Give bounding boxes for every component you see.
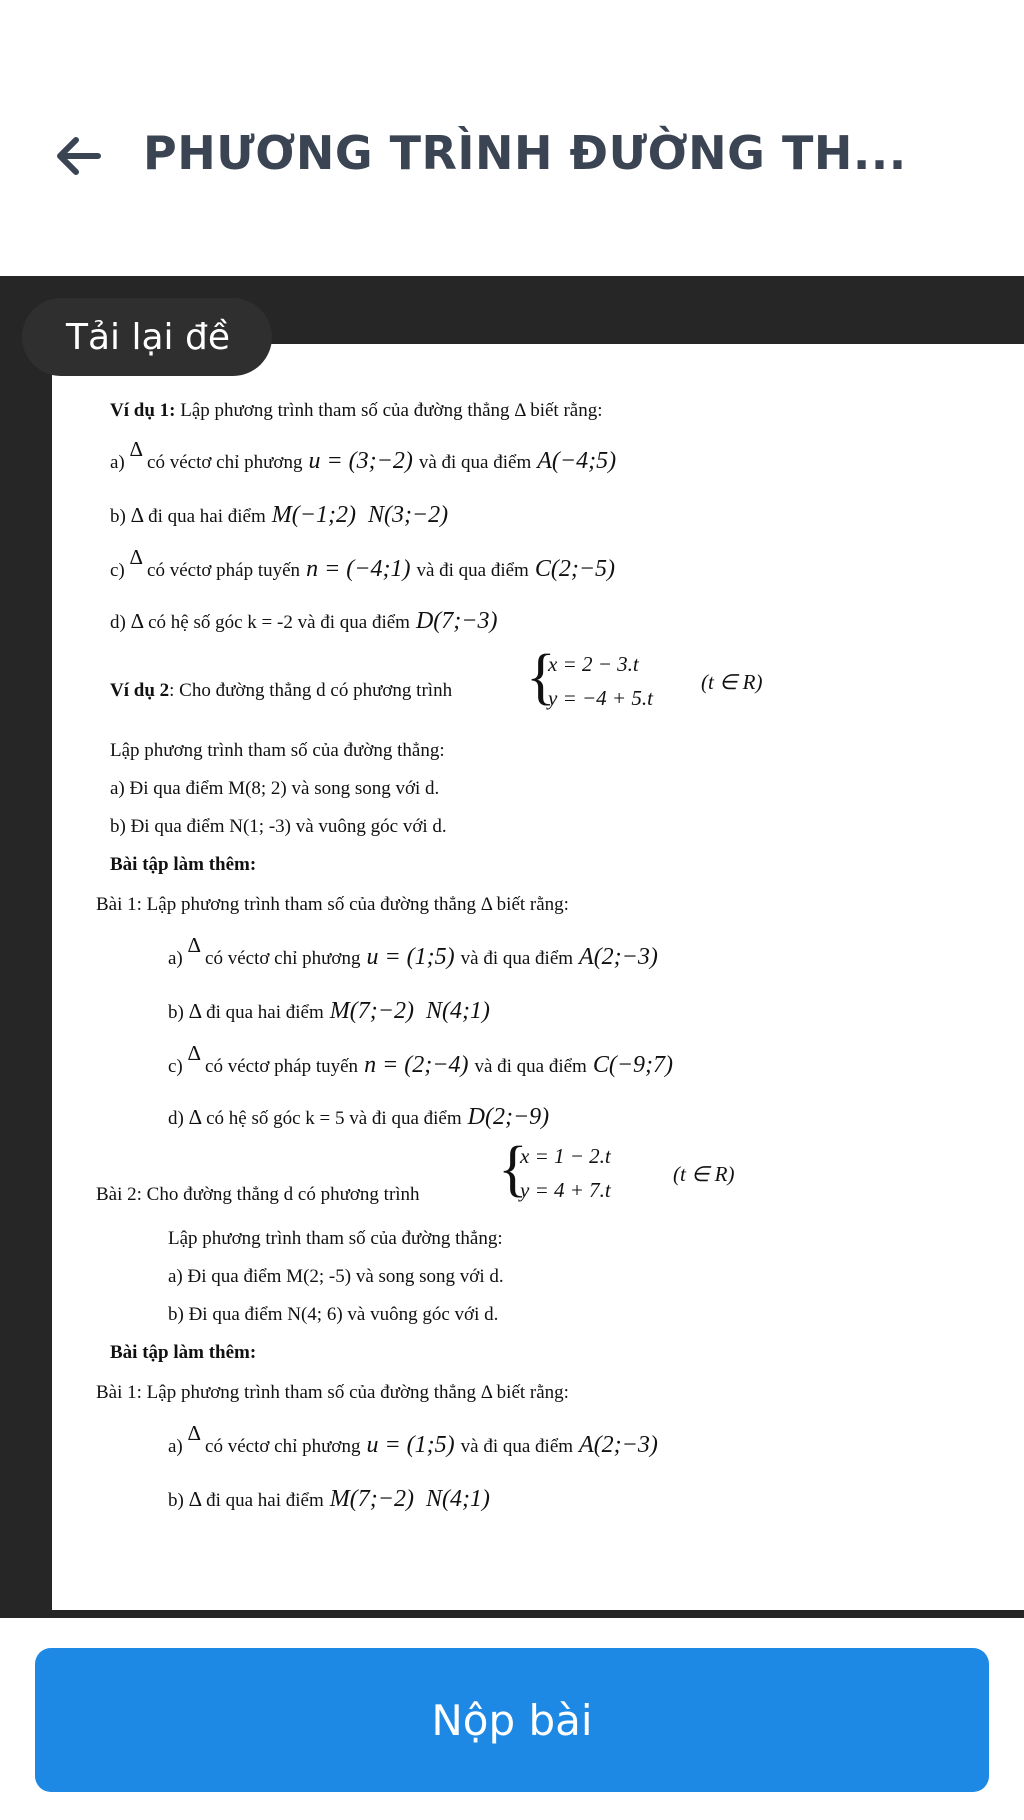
item-prefix: a)	[168, 1436, 183, 1457]
example-1-a	[110, 437, 622, 475]
item-text: có véctơ pháp tuyến	[147, 560, 301, 581]
item-text: đi qua hai điểm	[206, 1490, 324, 1511]
exercise-1-c	[168, 1041, 679, 1079]
item-prefix: c)	[110, 560, 125, 581]
item-text: đi qua hai điểm	[148, 506, 266, 527]
example-2-label: Ví dụ 2	[110, 680, 170, 701]
item-text: có hệ số góc k = -2 và đi qua điểm	[148, 612, 410, 633]
doc-line: b) Đi qua điểm N(1; -3) và vuông góc với d.	[110, 816, 447, 837]
delta-symbol: Δ	[129, 437, 144, 461]
item-prefix: d)	[168, 1108, 184, 1129]
point-formula: A(2;−3)	[579, 944, 658, 970]
item-prefix: b)	[110, 506, 126, 527]
item-text: có véctơ chỉ phương	[205, 1436, 361, 1457]
vector-formula: u = (3;−2)	[308, 448, 413, 474]
example-2-heading	[110, 680, 452, 702]
equation-row: x = 2 − 3.t	[548, 652, 639, 676]
item-prefix: b)	[168, 1490, 184, 1511]
delta-symbol: Δ	[188, 1105, 203, 1129]
arrow-left-icon	[54, 136, 102, 176]
exercise-1-a-repeat	[168, 1421, 664, 1459]
item-text: có véctơ chỉ phương	[205, 948, 361, 969]
vector-formula: u = (1;5)	[366, 944, 455, 970]
point-formula: M(−1;2)	[271, 502, 356, 528]
delta-symbol: Δ	[188, 999, 203, 1023]
delta-symbol: Δ	[129, 545, 144, 569]
point-formula: C(2;−5)	[534, 556, 616, 582]
app-header	[0, 0, 1024, 276]
equation-condition: (t ∈ R)	[673, 1162, 735, 1186]
item-prefix: a)	[110, 452, 125, 473]
item-text: và đi qua điểm	[460, 1436, 574, 1457]
item-text: và đi qua điểm	[418, 452, 532, 473]
equation-row: x = 1 − 2.t	[520, 1144, 611, 1168]
example-1-b	[110, 502, 454, 529]
item-text: có hệ số góc k = 5 và đi qua điểm	[206, 1108, 462, 1129]
brace-symbol: {	[498, 1135, 528, 1203]
example-1-c	[110, 545, 621, 583]
delta-symbol: Δ	[187, 1421, 202, 1445]
exercise-1-b-repeat	[168, 1486, 496, 1513]
exercise-1-a	[168, 933, 664, 971]
exercise-1-b	[168, 998, 496, 1025]
item-text: đi qua hai điểm	[206, 1002, 324, 1023]
item-text: và đi qua điểm	[416, 560, 529, 581]
section-heading: Bài tập làm thêm:	[110, 1342, 257, 1363]
doc-line: a) Đi qua điểm M(2; -5) và song song với d.	[168, 1266, 504, 1287]
example-1-label: Ví dụ 1:	[110, 400, 176, 421]
example-1-heading	[110, 400, 603, 422]
item-text: có véctơ chỉ phương	[147, 452, 303, 473]
item-text: và đi qua điểm	[474, 1056, 587, 1077]
reload-exam-button[interactable]: Tải lại đề	[22, 298, 272, 376]
document-page	[52, 344, 1024, 1610]
vector-formula: n = (2;−4)	[364, 1052, 469, 1078]
example-2-text: : Cho đường thẳng d có phương trình	[169, 680, 453, 701]
point-formula: A(−4;5)	[537, 448, 617, 474]
vector-formula: n = (−4;1)	[306, 556, 411, 582]
point-formula: N(3;−2)	[367, 502, 449, 528]
delta-symbol: Δ	[187, 1041, 202, 1065]
item-prefix: d)	[110, 612, 126, 633]
item-prefix: c)	[168, 1056, 183, 1077]
brace-symbol: {	[526, 643, 556, 711]
item-prefix: a)	[168, 948, 183, 969]
delta-symbol: Δ	[130, 503, 145, 527]
exercise-1-d	[168, 1104, 555, 1131]
point-formula: N(4;1)	[425, 1486, 490, 1512]
page-title: PHƯƠNG TRÌNH ĐƯỜNG TH...	[143, 126, 907, 180]
point-formula: N(4;1)	[425, 998, 490, 1024]
example-1-d	[110, 608, 503, 635]
delta-symbol: Δ	[130, 609, 145, 633]
exercise-1-heading: Bài 1: Lập phương trình tham số của đường thẳng Δ biết rằng:	[96, 894, 569, 915]
back-button[interactable]	[52, 130, 104, 182]
item-text: có véctơ pháp tuyến	[205, 1056, 359, 1077]
submit-button[interactable]: Nộp bài	[35, 1648, 989, 1792]
point-formula: M(7;−2)	[329, 1486, 414, 1512]
exercise-1-heading-repeat: Bài 1: Lập phương trình tham số của đường thẳng Δ biết rằng:	[96, 1382, 569, 1403]
point-formula: M(7;−2)	[329, 998, 414, 1024]
doc-line: Lập phương trình tham số của đường thẳng:	[168, 1228, 503, 1249]
delta-symbol: Δ	[188, 1487, 203, 1511]
doc-line: Lập phương trình tham số của đường thẳng:	[110, 740, 445, 761]
equation-row: y = 4 + 7.t	[520, 1178, 611, 1202]
equation-condition: (t ∈ R)	[701, 670, 763, 694]
point-formula: D(7;−3)	[415, 608, 498, 634]
example-1-text: Lập phương trình tham số của đường thẳng Δ biết rằng:	[180, 400, 603, 421]
vector-formula: u = (1;5)	[366, 1432, 455, 1458]
exercise-2-heading: Bài 2: Cho đường thẳng d có phương trình	[96, 1184, 420, 1205]
point-formula: A(2;−3)	[579, 1432, 658, 1458]
point-formula: C(−9;7)	[592, 1052, 674, 1078]
delta-symbol: Δ	[187, 933, 202, 957]
doc-line: b) Đi qua điểm N(4; 6) và vuông góc với d.	[168, 1304, 499, 1325]
doc-line: a) Đi qua điểm M(8; 2) và song song với d.	[110, 778, 440, 799]
document-viewer[interactable]	[0, 276, 1024, 1618]
section-heading: Bài tập làm thêm:	[110, 854, 257, 875]
point-formula: D(2;−9)	[467, 1104, 550, 1130]
item-text: và đi qua điểm	[460, 948, 574, 969]
item-prefix: b)	[168, 1002, 184, 1023]
equation-row: y = −4 + 5.t	[548, 686, 653, 710]
